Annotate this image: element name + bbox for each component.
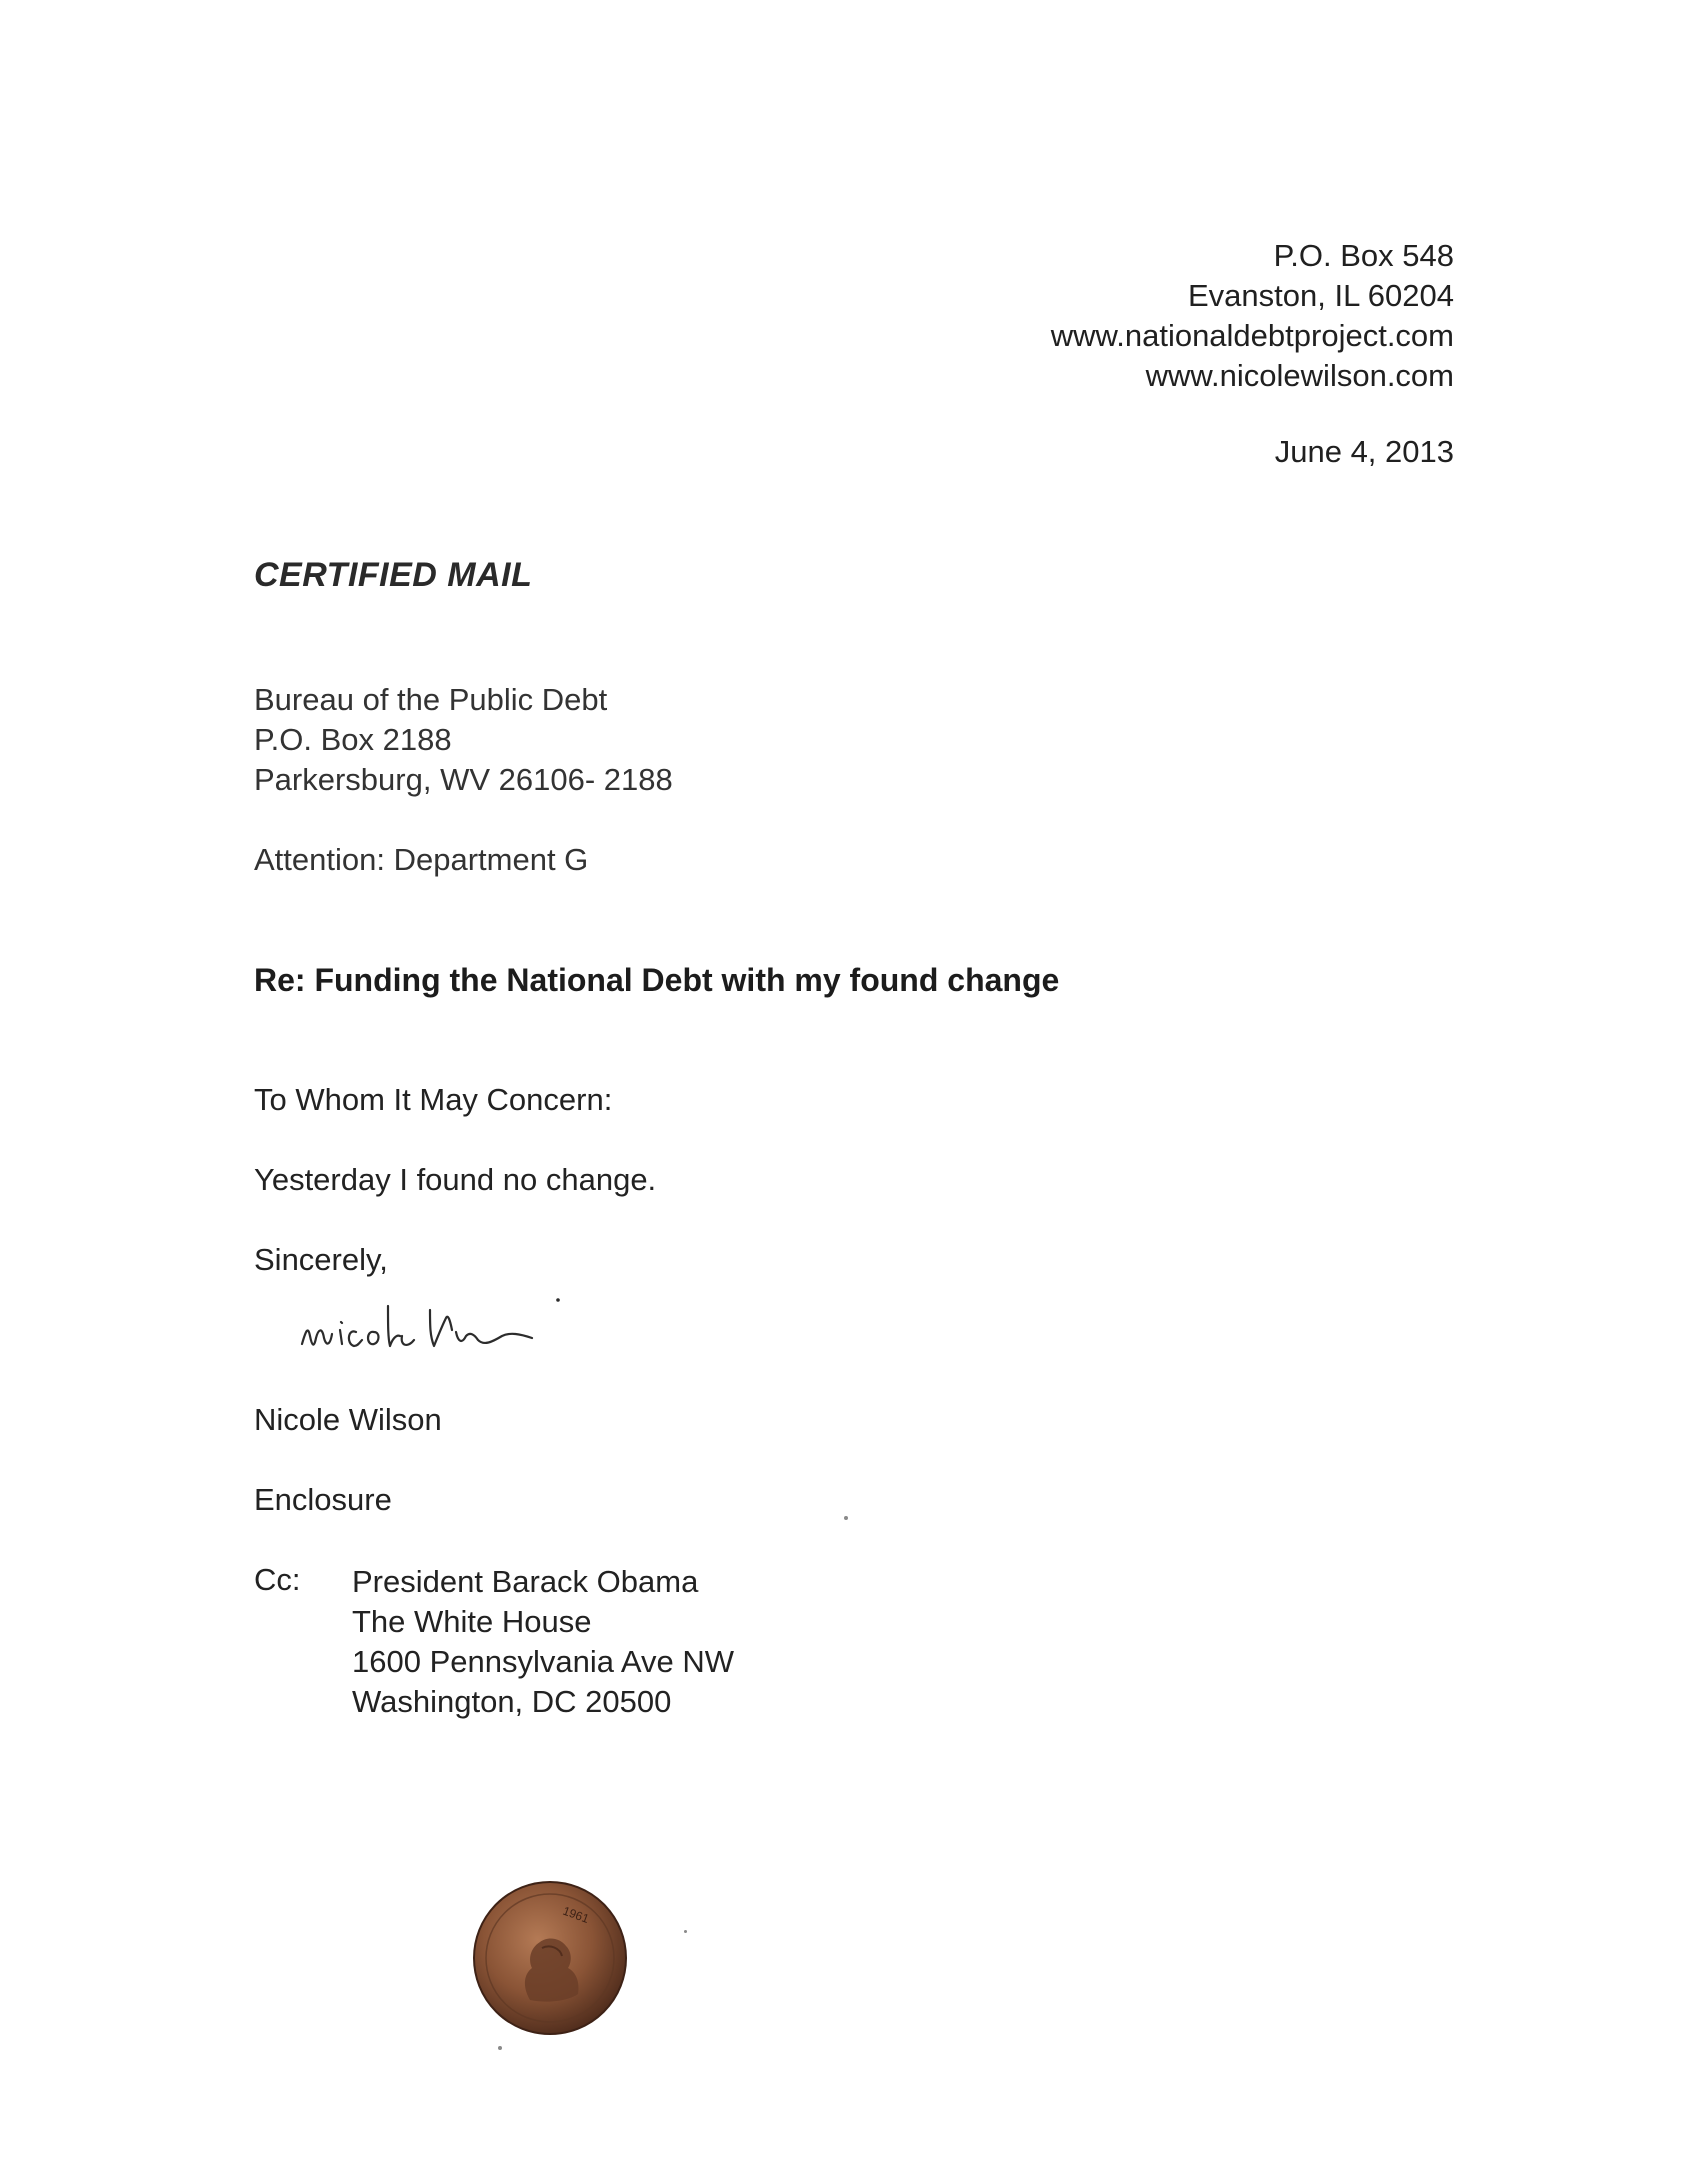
sender-address-block — [1051, 236, 1454, 396]
sender-website-nicole-wilson: www.nicolewilson.com — [1145, 358, 1454, 393]
sender-city-state-zip: Evanston, IL 60204 — [1188, 278, 1454, 313]
cc-street: 1600 Pennsylvania Ave NW — [352, 1644, 734, 1679]
enclosure-note: Enclosure — [254, 1482, 392, 1517]
cc-address-block — [352, 1562, 734, 1722]
paper-speck — [498, 2046, 502, 2050]
certified-mail-heading: CERTIFIED MAIL — [254, 556, 533, 594]
sender-po-box: P.O. Box 548 — [1273, 238, 1454, 273]
cc-city-state-zip: Washington, DC 20500 — [352, 1684, 672, 1719]
svg-text:1961: 1961 — [560, 1903, 591, 1926]
subject-line: Re: Funding the National Debt with my found change — [254, 962, 1060, 998]
attention-line: Attention: Department G — [254, 842, 589, 877]
sender-website-national-debt-project: www.nationaldebtproject.com — [1050, 318, 1454, 353]
signer-name: Nicole Wilson — [254, 1402, 442, 1437]
cc-line-white-house: The White House — [352, 1604, 592, 1639]
recipient-address-block — [254, 680, 673, 800]
penny-icon — [470, 1878, 630, 2038]
recipient-po-box: P.O. Box 2188 — [254, 722, 452, 757]
cc-label: Cc: — [254, 1562, 301, 1597]
paper-speck — [844, 1516, 848, 1520]
letter-body: Yesterday I found no change. — [254, 1162, 657, 1197]
recipient-city-state-zip: Parkersburg, WV 26106- 2188 — [254, 762, 673, 797]
salutation: To Whom It May Concern: — [254, 1082, 613, 1117]
cc-name: President Barack Obama — [352, 1564, 699, 1599]
paper-speck — [684, 1930, 687, 1933]
handwritten-signature — [296, 1286, 636, 1366]
letter-date: June 4, 2013 — [1274, 434, 1454, 469]
recipient-name: Bureau of the Public Debt — [254, 682, 608, 717]
closing: Sincerely, — [254, 1242, 388, 1277]
